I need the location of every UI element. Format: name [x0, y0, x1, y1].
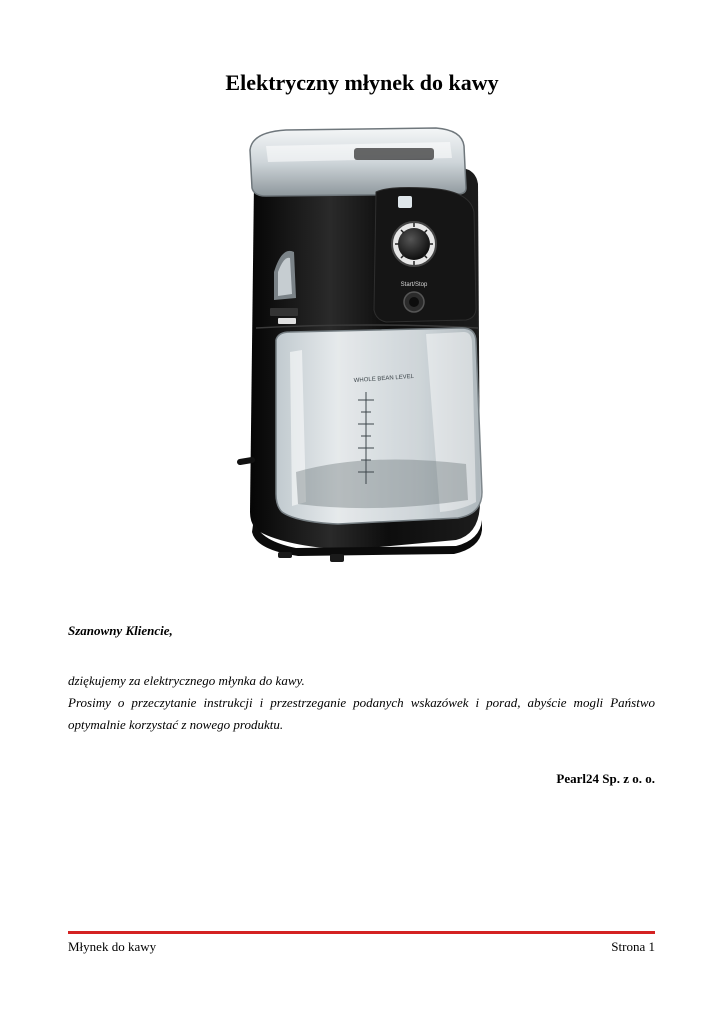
salutation: Szanowny Kliencie,	[68, 623, 173, 638]
footer-rule	[68, 931, 655, 934]
coffee-grinder-image	[226, 122, 506, 566]
instructions-paragraph: Prosimy o przeczytanie instrukcji i przestrzeganie podanych wskazówek i porad, abyście mogli Państwo optymalnie korzystać z nowego produktu.	[68, 695, 655, 732]
footer-document-name: Młynek do kawy	[68, 939, 157, 954]
page-title: Elektryczny młynek do kawy	[225, 70, 499, 95]
body-text	[68, 670, 655, 736]
footer-page-number: Strona 1	[611, 939, 655, 954]
thank-you-paragraph: dziękujemy za elektrycznego młynka do kawy.	[68, 673, 305, 688]
whole-bean-level-label: WHOLE BEAN LEVEL	[353, 373, 415, 385]
company-signature: Pearl24 Sp. z o. o.	[556, 771, 655, 786]
start-stop-label: Start/Stop	[400, 282, 428, 288]
